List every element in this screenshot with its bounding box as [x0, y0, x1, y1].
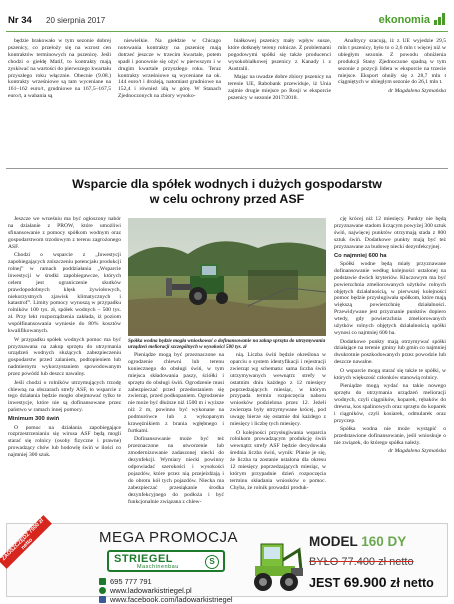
- subheading-minimum-300: Minimum 300 świń: [8, 416, 60, 423]
- phone-row[interactable]: [99, 577, 233, 586]
- subheading-600-ha: Co najmniej 600 ha: [334, 252, 387, 259]
- paragraph: O kolejności przysługiwania wsparcia rolnikom prowadzącym produkcję świń wewnątrz strefy ASF będzie decydowała średnia liczba świń, wynik: Planie je się, że liczba ta zostanie ustalona dla okresu 12 miesięcy poprzedzających miesiąc, w którym przypadnie dzień rozpoczęcia terminu składania wniosków o pomoc. Chyba, że rolnik prowadzi produk-: [230, 429, 326, 491]
- ad-headline: MEGA PROMOCJA: [99, 529, 239, 546]
- paragraph: Mając na uwadze dobre zbiory pszenicy na terenie UE, Rabobank przewiduje, iż Unia zajmie drugie miejsce po Rosji w eksporcie pszenicy w sezonie 2017/2018.: [228, 74, 331, 101]
- globe-icon: [99, 587, 106, 594]
- article-column-1: [8, 216, 121, 520]
- article-column-2: [128, 352, 224, 520]
- paragraph: Analitycy szacują, iż z UE wyjedzie 29,5 mln t pszenicy, było to o 2,6 mln t więcej niż w ubiegłym sezonie. Z powodu obniżenia produkcji Stany Zjednoczone spadną w tym sezonie z pozycji lidera w eksporcie na trzecie miejsce. Eksport ohniły się z 28,7 mln t ciągniętych w ubiegłym sezonie do 26,1 mln t.: [338, 38, 446, 86]
- model-prefix: MODEL: [309, 534, 358, 549]
- divider: [6, 168, 448, 169]
- facebook-icon: [99, 596, 106, 603]
- top-column-2: [118, 38, 221, 166]
- brand-name: STRIEGEL: [114, 553, 174, 565]
- page-header: [6, 6, 448, 32]
- paragraph: nią. Liczba świń będzie określona w oparciu o system identyfikacji i rejestracji zwierząt wg schematu: sama liczba świń utrzymywanych wewnątrz strefy w ostatnim dniu każdego z 12 miesięcy poprzedzających miesiąc, w którym przypada termin rozpoczęcia naboru wniosków podzielona przez 12. Jeżeli zwierzęta były utrzymywane krócej, pod uwagę bierze się ostatnie dni każdego z miesięcy i liczbę tych miesięcy.: [230, 352, 326, 428]
- paragraph: cję krócej niż 12 miesięcy. Punkty nie będą przyznawane stadom liczącym powyżej 300 sztuk świń, najwięcej punktów otrzymają stada z 800 sztuk świń. Dodatkowe punkty mają być też przyznawane za budowę niecki dezynfekcyjnej.: [334, 216, 446, 250]
- paragraph: Dodatkowe punkty mają otrzymywać spółki działające na terenie gminy lub gmin co najmniej dwukrotnie poszkodowanych przez powodzie lub deszcze nawalne.: [334, 338, 446, 366]
- brand-logo: [107, 550, 225, 572]
- savings-ribbon: ZAOSZCZĘDŹ 7900 zł netto: [0, 515, 52, 569]
- new-price-unit: zł netto: [390, 576, 434, 590]
- model-number: 160 DY: [361, 534, 407, 549]
- tractor-photo: [128, 218, 326, 336]
- issue-date: 20 sierpnia 2017: [46, 16, 106, 25]
- bar-chart-logo-icon: [434, 13, 446, 25]
- new-price-label: JEST: [309, 576, 341, 590]
- phone-number: 695 777 791: [110, 577, 152, 586]
- advertisement-banner[interactable]: [0, 517, 448, 604]
- paragraph: O pomoc na działania zapobiegające rozprzestrzenianiu się wirusa ASF będą mogli starać się rolnicy (osoby fizyczne i prawne) prowadzący chów lub hodowlę świń w ilości co najmniej 300 szuk.: [8, 424, 121, 459]
- article-title-line-2: w celu ochrony przed ASF: [149, 192, 305, 206]
- paragraph: niewielkie. Na giełdzie w Chicago notowania kontrakty na pszenicę mają dotrzeć jeszcze w trzecim kwartale, potem spadł i ponownie się ożyć w pierwszym i w drugim kwartale przyszłego roku. Teraz kontrakty wrześniowe są wyceniane na ok. 144 euro/t i drożeją, natomiast grudniowe na 152,4 i również idą w górę. W Stanach Zjednoczonych na zbiory wysoko-: [118, 38, 221, 100]
- paragraph: Jeśli chodzi o rolników utrzymujących trzodę chlewną na obszarach strefy ASF, to wsparcie z tego działania będzie mogło obejmować tylko te inwestycje, które nie są dofinansowane przez państwo w ramach innej pomocy.: [8, 379, 121, 414]
- article-signature: dr Magdalena Szymańska: [388, 448, 446, 455]
- article-title-line-1: Wsparcie dla spółek wodnych i dużych gospodarstw: [72, 177, 382, 191]
- brand-mark-icon: S: [205, 555, 219, 569]
- old-price: BYŁO 77.400 zł netto: [309, 556, 414, 568]
- paragraph: W przypadku spółek wodnych pomoc ma być przyznawana na zakup sprzętu do utrzymania urządzeń wodnych służących zabezpieczeniu gospodarstw przed zalaniem, podtopieniem lub nadmiernym wykorzystaniem spowodowanym przez powódź lub deszcz nawalny.: [8, 336, 121, 378]
- top-column-1: [8, 38, 111, 166]
- paragraph: białkowej pszenicy mały wpływ susze, które dotknęły tereny rolnicze. Z problemami pogodowymi spółki się także producenci wysokobiałkowej pszenicy z Kanady i z Australii.: [228, 38, 331, 72]
- article-column-3: [230, 352, 326, 520]
- ad-contact: [99, 577, 233, 604]
- article-title: [10, 177, 444, 207]
- paragraph: Pieniądze mogą wydać na takie nowego sprzętu do utrzymania urządzeń melioracji wodnych, czyli ciągników, koparek, rębaków do drewna, kos spalinowych oraz sprzętu do koparek i ciągników, czyli kosiarek, odmularek oraz przyczep.: [334, 383, 446, 424]
- phone-icon: [99, 578, 106, 585]
- top-signature: dr Magdalena Szymańska: [388, 87, 446, 94]
- paragraph: będzie brakowało w tym sezonie dobrej pszenicy, co przełoży się na wzrost cen kontraktów terminowych na pszenicę. Jeśli chodzi o giełdę Matif, to kontrakty mają zyskiwać na wartości do pierwszego kwartału przyszłego roku włącznie. Obecnie (9.08.) kontrakty wrześniowe są tam wyceniane na 161–162 euro/t, grudniowe na 167,5–167,5 euro/t, a wahania są: [8, 38, 111, 100]
- loader-vehicle-image: [247, 530, 305, 594]
- section-title: ekonomia: [378, 14, 430, 26]
- paragraph: Dofinansowanie może być też przeznaczone na utworzenie lub zmodernizowanie zadaszonej niecki do dezynfekcji. Wymiary niecki powinny odpowiadać szerokości i wysokości pojazdów, które przez nią przejeżdżają i do obrotu kół tych pojazdów. Niecka ma zabezpieczać przesiąkanie środka dezynfekcyjnego do podłoża i być funkcjonalnie związana z chlew-: [128, 436, 224, 505]
- paragraph: Spółki wodne będą miały przyznawane dofinansowanie według kolejności ustalonej na podstawie dwóch kryteriów. Kluczowym ma być powierzchnia zmeliorowanych użytków rolnych objętych działalnością, w pierwszej kolejności pomoc będzie przysługiwała spółkom, które mają większą powierzchnię działalności. Przewidywane jest przyznanie punktów dopiero wtedy, gdy powierzchnia zmeliorowanych użytków rolnych objętych działalnością spółki wynosi co najmniej 600 ha.: [334, 260, 446, 336]
- paragraph: Jeszcze we wrześniu ma być ogłoszony nabór na działanie z PROW, które umożliwi sfinansowanie z pomocy spółkom wodnym oraz gospodarstwom trzodowym z terenu zagrożonego ASF.: [8, 216, 121, 250]
- brand-subtitle: Maschinenbau: [137, 564, 179, 570]
- paragraph: Spółka wodna nie może wystąpić o przedstawione dofinansowanie, jeśli wnioskuje o nie związek, do którego spółka należy.: [334, 426, 446, 446]
- facebook-url: www.facebook.com/ladowarkistriegel: [110, 595, 233, 604]
- facebook-row[interactable]: [99, 595, 233, 604]
- new-price: [309, 574, 434, 590]
- top-column-3: [228, 38, 331, 166]
- model-label: [309, 534, 406, 549]
- issue-number: Nr 34: [8, 15, 32, 26]
- new-price-value: 69.900: [343, 574, 387, 590]
- top-column-4: [338, 38, 446, 166]
- article-column-4: [334, 216, 446, 520]
- paragraph: Chodzi o wsparcie z „Inwestycji zapobiegających zniszczeniu potencjału produkcji rolnej” w ramach poddziałania „Wsparcie inwestycji w środki zapobiegawcze, których celem jest ograniczenie skutków prawdopodobnych klęsk żywiołowych, niekorzystnych zjawisk klimatycznych i katastrof”. Limity pomocy wynoszą w przypadku rolników 100 tys. zł, spółek wodnych – 500 tys. zł. Przy lekt rozporządzenia zakłada, iż poziom współfinansowania wyniesie do 80% kosztów kwalifikowanych.: [8, 252, 121, 335]
- photo-caption: Spółka wodna będzie mogła wnioskować o dofinansowanie na zakup sprzętu do utrzymywania urządzeń melioracji szczególnych w wysokości 500 tys. zł: [128, 338, 326, 350]
- paragraph: Pieniądze mogą być przeznaczone na ogrodzenie chlewni lub terenu koniecznego do obsługi świń, w tym miejsca składowania paszy, ściółki i sprzętu do obsługi świń. Ogrodzenie musi zabezpieczać przed przedostaniem się zwierząt, przed podkopaniem. Ogrodzenie nie może być dłuższe niż 1500 m i wyższe niż 2 m, powinno być wykonane na podmurówce lub z wykopanym krawężnikiem z brania wgłębnego i furtkami.: [128, 352, 224, 434]
- website-url: www.ladowarkistriegel.pl: [110, 586, 192, 595]
- website-row[interactable]: [99, 586, 233, 595]
- paragraph: O wsparcie mogą starać się także te spółki, w których większość członków stanowią rolnicy.: [334, 367, 446, 381]
